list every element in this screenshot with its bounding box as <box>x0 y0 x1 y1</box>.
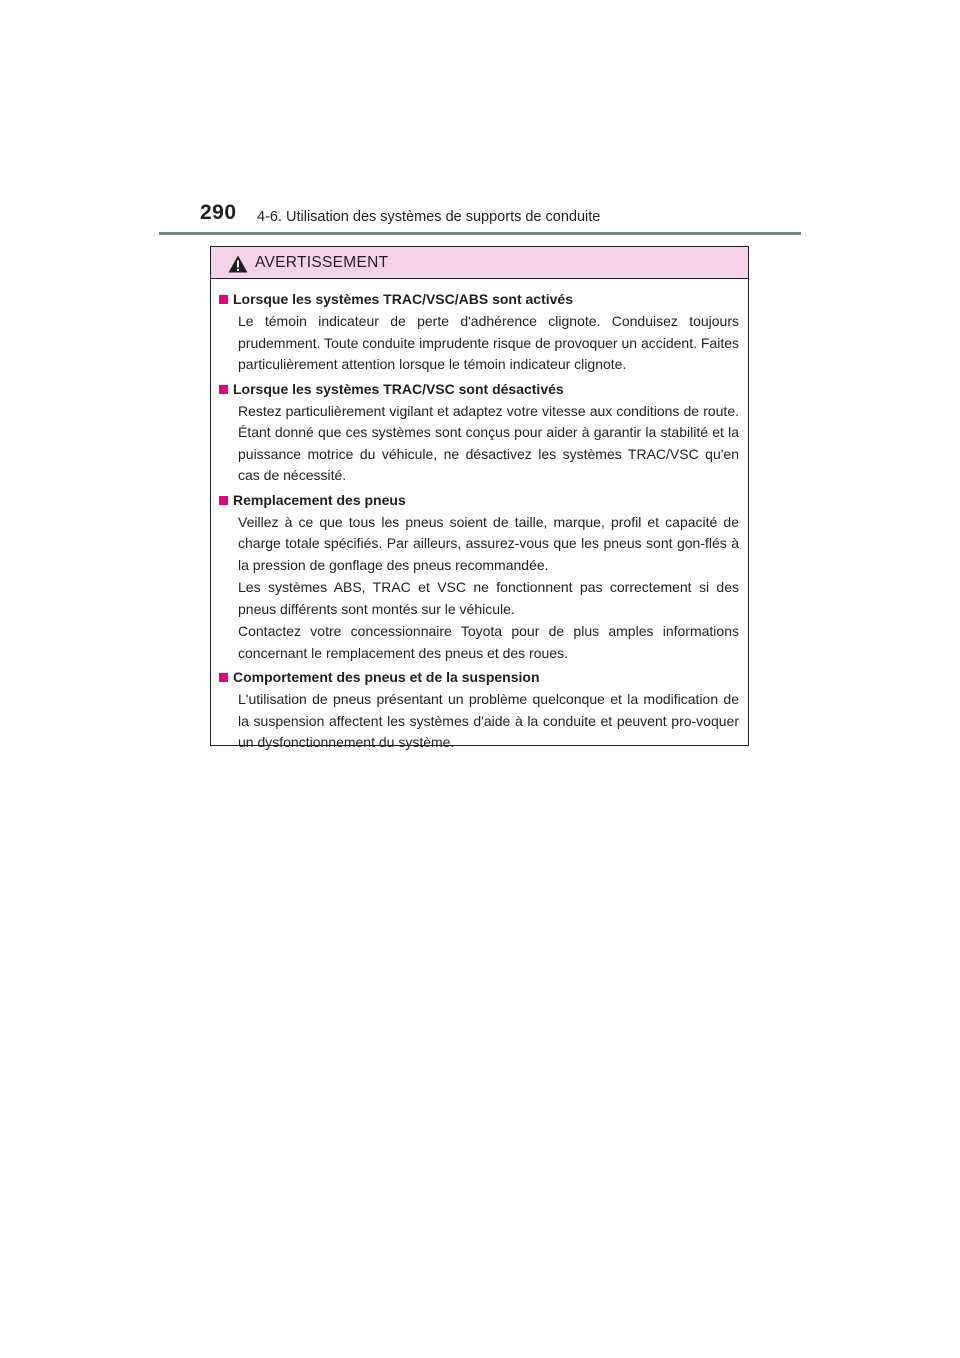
header-rule <box>159 232 801 235</box>
bullet-square-icon <box>219 673 228 682</box>
warning-item <box>219 289 739 376</box>
item-paragraph: Les systèmes ABS, TRAC et VSC ne fonctionnent pas correctement si des pneus différents sont montés sur le véhicule. <box>238 579 739 617</box>
item-paragraph: Restez particulièrement vigilant et adaptez votre vitesse aux conditions de route. Étant donné que ces systèmes sont conçus pour aider à garantir la stabilité et la puissance motrice du véhicule, ne désactivez les systèmes TRAC/VSC qu'en cas de nécessité. <box>238 402 739 483</box>
item-paragraph: Le témoin indicateur de perte d'adhérence clignote. Conduisez toujours prudemment. Toute conduite imprudente risque de provoquer un accident. Faites particulièrement attention lorsque le témoin indicateur clignote. <box>238 313 739 372</box>
bullet-square-icon <box>219 385 228 394</box>
warning-title: AVERTISSEMENT <box>255 254 389 271</box>
item-heading <box>219 490 739 511</box>
page-header <box>0 0 960 240</box>
item-heading <box>219 379 739 400</box>
warning-box <box>210 246 749 750</box>
warning-item <box>219 379 739 487</box>
page-number: 290 <box>200 201 237 224</box>
warning-item <box>219 490 739 665</box>
section-title: 4-6. Utilisation des systèmes de supports de conduite <box>257 209 601 225</box>
item-heading-text: Lorsque les systèmes TRAC/VSC sont désactivés <box>233 380 564 397</box>
item-paragraph: Contactez votre concessionnaire Toyota pour de plus amples informations concernant le remplacement des pneus et des roues. <box>238 623 739 661</box>
warning-header <box>211 247 748 279</box>
warning-triangle-icon <box>228 255 248 273</box>
bullet-square-icon <box>219 496 228 505</box>
bullet-square-icon <box>219 295 228 304</box>
item-heading <box>219 667 739 688</box>
warning-body <box>211 279 748 754</box>
warning-item <box>219 667 739 754</box>
item-heading-text: Lorsque les systèmes TRAC/VSC/ABS sont activés <box>233 291 574 307</box>
item-paragraph: L'utilisation de pneus présentant un problème quelconque et la modification de la suspension affectent les systèmes d'aide à la conduite et peuvent pro-voquer un dysfonctionnement du système. <box>238 691 739 750</box>
item-heading-text: Remplacement des pneus <box>233 491 406 508</box>
item-heading <box>219 289 739 310</box>
item-heading-text: Comportement des pneus et de la suspension <box>233 669 540 685</box>
item-paragraph: Veillez à ce que tous les pneus soient de taille, marque, profil et capacité de charge totale spécifiés. Par ailleurs, assurez-vous que les pneus sont gon-flés à la pression de gonflage des pneus recommandée. <box>238 513 739 573</box>
